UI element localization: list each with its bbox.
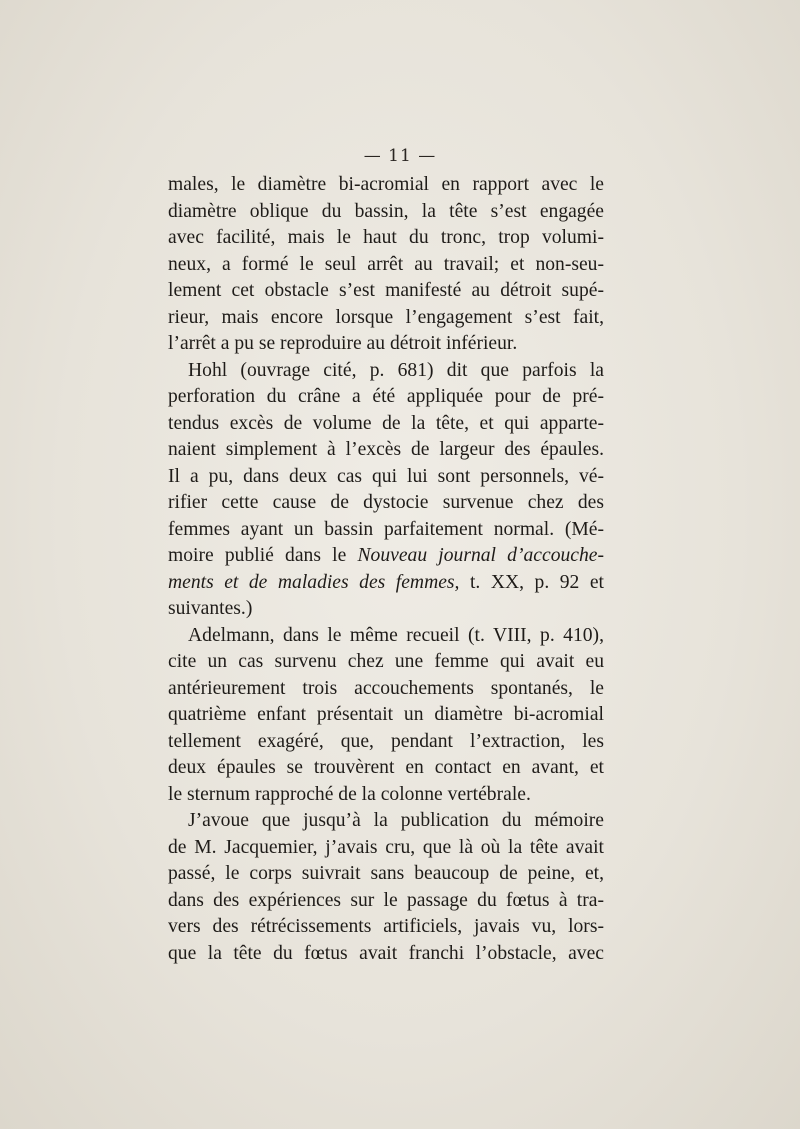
text-line: dans des expériences sur le passage du fœtus à tra-: [168, 889, 604, 911]
journal-title-part: ments et de maladies des femmes,: [168, 571, 460, 593]
text-line: deux épaules se trouvèrent en contact en avant, et: [168, 757, 604, 778]
text-line: Hohl (ouvrage cité, p. 681) dit que parfois la: [188, 359, 604, 381]
text-line: naient simplement à l’excès de largeur des épaules.: [168, 439, 604, 460]
text-line: tellement exagéré, que, pendant l’extraction, les: [168, 730, 604, 752]
text-line: diamètre oblique du bassin, la tête s’est engagée: [168, 200, 604, 222]
text-line: femmes ayant un bassin parfaitement normal. (Mé-: [168, 518, 604, 540]
text-line: [168, 543, 604, 570]
text-line: neux, a formé le seul arrêt au travail; et non-seu-: [168, 253, 604, 275]
text-line: suivantes.): [168, 598, 253, 619]
text-line: antérieurement trois accouchements spontanés, le: [168, 677, 604, 699]
text-line: de M. Jacquemier, j’avais cru, que là où la tête avait: [168, 836, 604, 858]
citation-volume: t. XX, p. 92 et: [469, 571, 604, 593]
text-line: Il a pu, dans deux cas qui lui sont personnels, vé-: [168, 465, 604, 487]
page-number: — 11 —: [363, 146, 437, 166]
text-line: [168, 570, 604, 597]
text-line: le sternum rapproché de la colonne vertébrale.: [168, 783, 531, 805]
body-text: [168, 172, 604, 967]
text-line: passé, le corps suivrait sans beaucoup de peine, et,: [168, 863, 604, 884]
text-line: rifier cette cause de dystocie survenue chez des: [168, 492, 604, 513]
text-line: l’arrêt a pu se reproduire au détroit inférieur.: [168, 333, 518, 354]
journal-title-part: Nouveau journal d’accouche-: [357, 545, 604, 566]
text-line: perforation du crâne a été appliquée pour de pré-: [168, 386, 604, 407]
text-line: rieur, mais encore lorsque l’engagement s’est fait,: [168, 306, 604, 328]
text-line: tendus excès de volume de la tête, et qui apparte-: [168, 412, 604, 434]
text-line: J’avoue que jusqu’à la publication du mémoire: [188, 810, 604, 831]
text-line: Adelmann, dans le même recueil (t. VIII, p. 410),: [188, 624, 604, 646]
text-line: que la tête du fœtus avait franchi l’obstacle, avec: [168, 942, 604, 964]
text-line: vers des rétrécissements artificiels, javais vu, lors-: [168, 916, 604, 937]
text-line: avec facilité, mais le haut du tronc, trop volumi-: [168, 227, 604, 248]
text-line: males, le diamètre bi-acromial en rapport avec le: [168, 174, 604, 195]
text-line: lement cet obstacle s’est manifesté au détroit supé-: [168, 280, 604, 301]
text-line: quatrième enfant présentait un diamètre bi-acromial: [168, 704, 604, 725]
text-line-start: moire publié dans le: [168, 545, 347, 566]
text-line: cite un cas survenu chez une femme qui avait eu: [168, 651, 604, 672]
